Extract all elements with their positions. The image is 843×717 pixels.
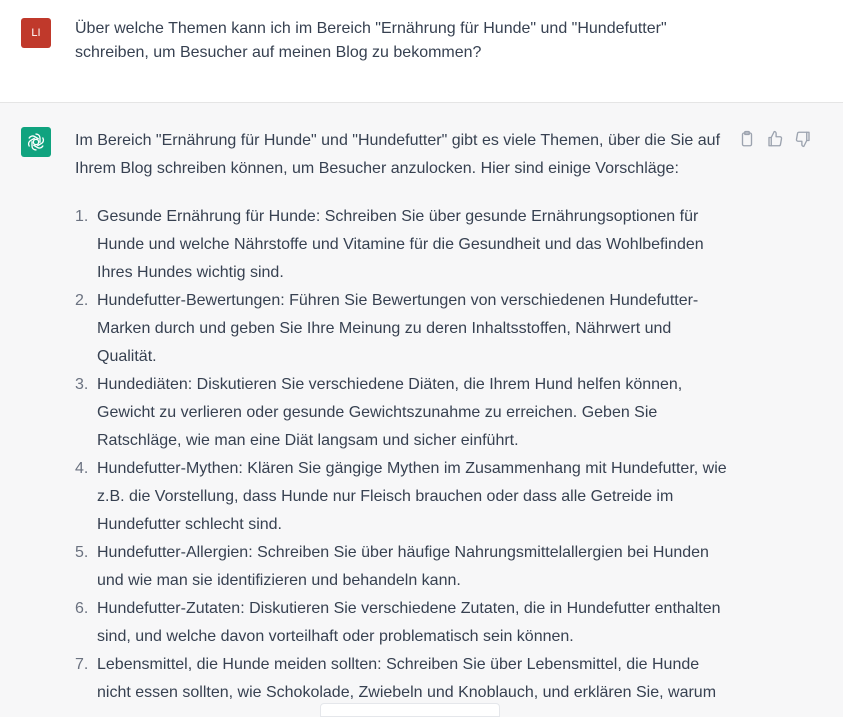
copy-icon[interactable] xyxy=(738,130,756,148)
list-number: 4. xyxy=(75,460,89,477)
list-number: 5. xyxy=(75,544,89,561)
assistant-message-row xyxy=(0,103,843,711)
list-item-text: Hundefutter-Allergien: Schreiben Sie über häufige Nahrungsmittelallergien bei Hunden und wie man sie identifizieren und behandeln kann. xyxy=(97,544,709,589)
assistant-message-body xyxy=(75,127,735,707)
assistant-intro: Im Bereich "Ernährung für Hunde" und "Hundefutter" gibt es viele Themen, über die Sie auf Ihrem Blog schreiben können, um Besucher anzulocken. Hier sind einige Vorschläge: xyxy=(75,132,721,177)
regenerate-button-edge[interactable] xyxy=(320,703,500,717)
thumbs-down-icon[interactable] xyxy=(794,130,812,148)
list-number: 2. xyxy=(75,292,89,309)
list-item xyxy=(75,287,735,371)
list-item xyxy=(75,651,735,707)
list-number: 6. xyxy=(75,600,89,617)
message-actions xyxy=(738,130,812,148)
list-item xyxy=(75,455,735,539)
list-item-text: Gesunde Ernährung für Hunde: Schreiben Sie über gesunde Ernährungsoptionen für Hunde und welche Nährstoffe und Vitamine für die Gesundheit und das Wohlbefinden Ihres Hundes wichtig sind. xyxy=(97,208,704,281)
list-item xyxy=(75,595,735,651)
list-item-text: Hundefutter-Zutaten: Diskutieren Sie verschiedene Zutaten, die in Hundefutter enthalten sind, und welche davon vorteilhaft oder problematisch sein können. xyxy=(97,600,721,645)
list-item xyxy=(75,539,735,595)
list-item-text: Lebensmittel, die Hunde meiden sollten: Schreiben Sie über Lebensmittel, die Hunde nicht essen sollten, wie Schokolade, Zwiebeln und Knoblauch, und erklären Sie, warum xyxy=(97,656,717,701)
list-number: 7. xyxy=(75,656,89,673)
list-item xyxy=(75,371,735,455)
list-number: 1. xyxy=(75,208,89,225)
list-item-text: Hundefutter-Mythen: Klären Sie gängige Mythen im Zusammenhang mit Hundefutter, wie z.B. die Vorstellung, dass Hunde nur Fleisch brauchen oder dass alle Getreide im Hundefutter schlecht sind. xyxy=(97,460,727,533)
user-avatar: LI xyxy=(21,18,51,48)
list-number: 3. xyxy=(75,376,89,393)
openai-logo-icon xyxy=(21,127,51,157)
list-item-text: Hundediäten: Diskutieren Sie verschiedene Diäten, die Ihrem Hund helfen können, Gewicht zu verlieren oder gesunde Gewichtszunahme zu erreichen. Geben Sie Ratschläge, wie man eine Diät langsam und sicher einführt. xyxy=(97,376,683,449)
list-item-text: Hundefutter-Bewertungen: Führen Sie Bewertungen von verschiedenen Hundefutter-Marken durch und geben Sie Ihre Meinung zu deren Inhaltsstoffen, Nährwert und Qualität. xyxy=(97,292,699,365)
suggestion-list xyxy=(75,203,735,707)
user-message-text: Über welche Themen kann ich im Bereich "Ernährung für Hunde" und "Hundefutter" schreiben, um Besucher auf meinen Blog zu bekommen? xyxy=(75,20,667,61)
list-item xyxy=(75,203,735,287)
thumbs-up-icon[interactable] xyxy=(766,130,784,148)
user-message-row xyxy=(0,0,843,103)
